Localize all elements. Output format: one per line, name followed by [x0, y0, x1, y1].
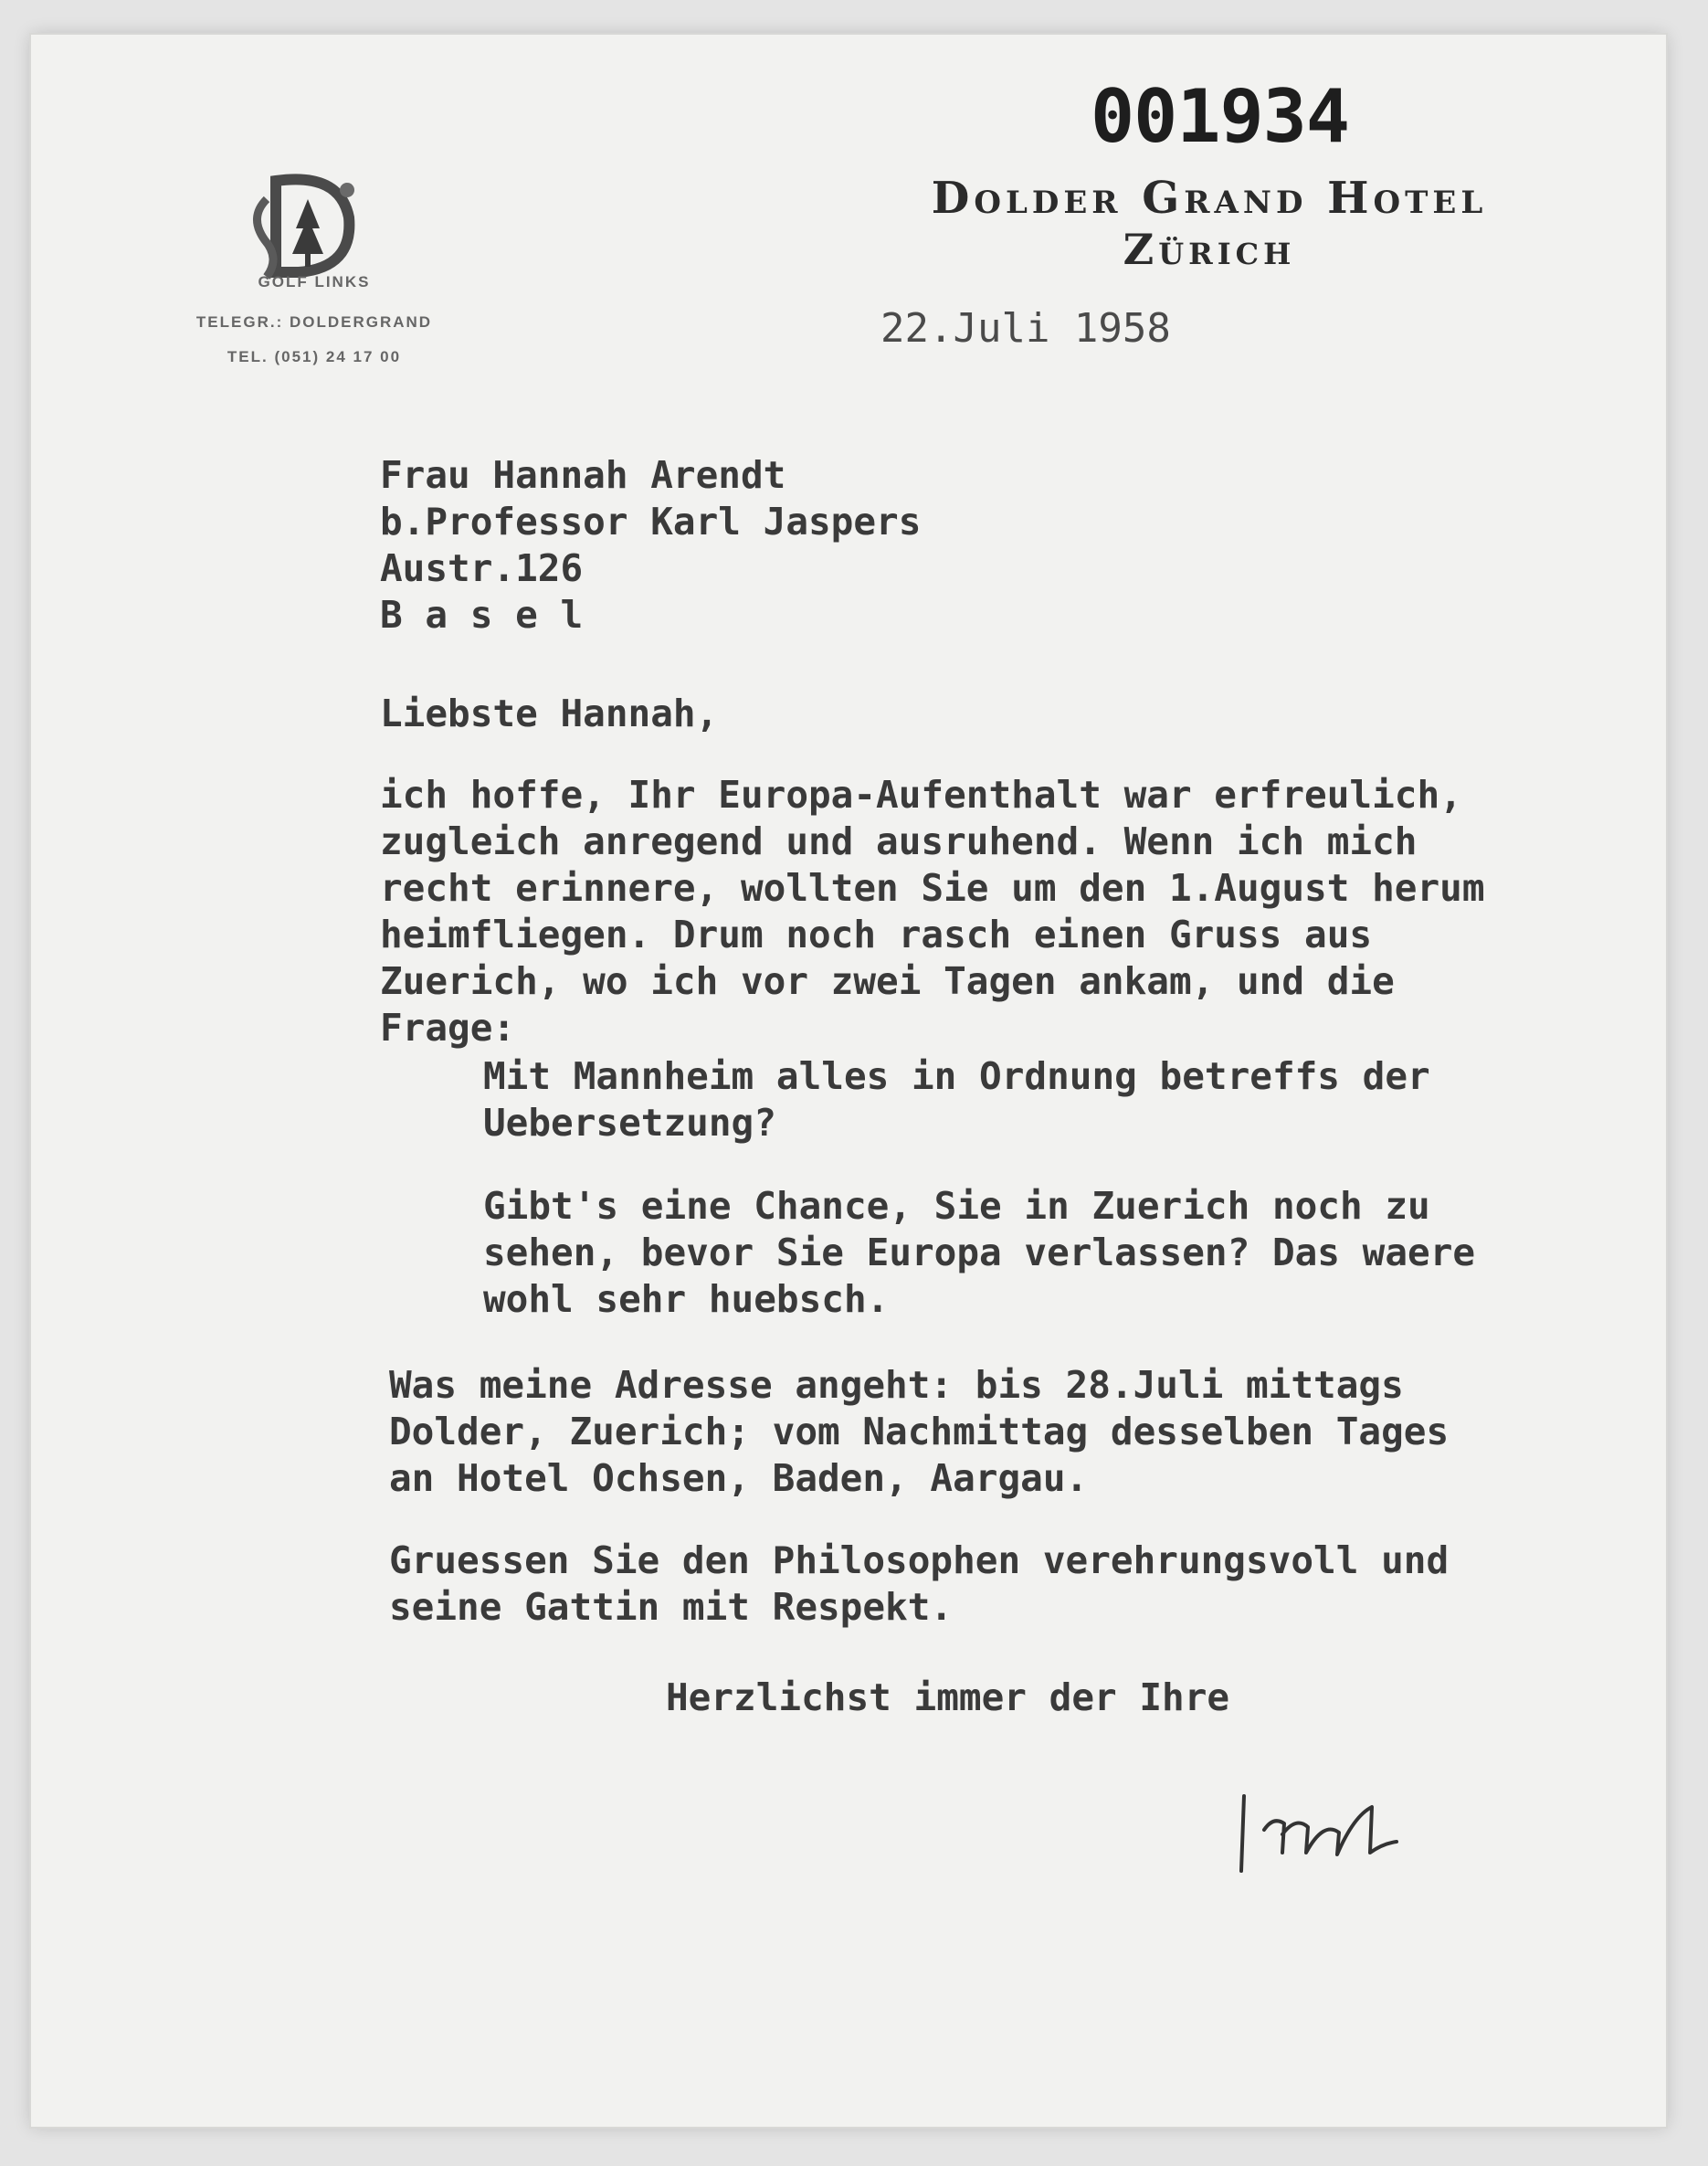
body-line: ich hoffe, Ihr Europa-Aufenthalt war erfreulich,	[380, 773, 1462, 817]
body-line: Gruessen Sie den Philosophen verehrungsvoll und	[389, 1538, 1450, 1582]
recipient-line: Austr.126	[380, 546, 584, 590]
closing: Herzlichst immer der Ihre	[666, 1675, 1230, 1719]
body-line: recht erinnere, wollten Sie um den 1.August herum	[380, 866, 1485, 910]
letterhead-city: Zürich	[1123, 225, 1296, 274]
body-line: seine Gattin mit Respekt.	[389, 1585, 954, 1629]
body-line: heimfliegen. Drum noch rasch einen Gruss aus	[380, 913, 1373, 956]
body-line: Zuerich, wo ich vor zwei Tagen ankam, und die	[380, 959, 1395, 1003]
body-line: Was meine Adresse angeht: bis 28.Juli mittags	[389, 1363, 1404, 1407]
salutation: Liebste Hannah,	[380, 692, 719, 735]
body-line: Frage:	[380, 1006, 516, 1050]
body-line: Dolder, Zuerich; vom Nachmittag desselben Tages	[389, 1410, 1450, 1453]
question-line: Uebersetzung?	[483, 1101, 776, 1145]
body-line: an Hotel Ochsen, Baden, Aargau.	[389, 1456, 1089, 1500]
handwritten-signature	[1237, 1780, 1419, 1880]
question-line: Gibt's eine Chance, Sie in Zuerich noch zu	[483, 1184, 1430, 1228]
letterhead-telephone: TEL. (051) 24 17 00	[227, 348, 402, 365]
recipient-line: b.Professor Karl Jaspers	[380, 500, 922, 544]
letterhead-hotel-name: Dolder Grand Hotel	[931, 173, 1488, 224]
question-line: wohl sehr huebsch.	[483, 1277, 890, 1321]
letter-date: 22.Juli 1958	[880, 305, 1171, 352]
letter-sheet	[31, 35, 1666, 2127]
recipient-line: B a s e l	[380, 593, 584, 637]
dolder-monogram-icon	[239, 163, 376, 291]
question-line: Mit Mannheim alles in Ordnung betreffs der	[483, 1054, 1430, 1098]
recipient-line: Frau Hannah Arendt	[380, 453, 786, 497]
body-line: zugleich anregend und ausruhend. Wenn ich mich	[380, 819, 1418, 863]
letterhead-golf-links: GOLF LINKS	[258, 273, 371, 291]
letterhead-telegram: TELEGR.: DOLDERGRAND	[195, 313, 433, 331]
archive-number: 001934	[1091, 74, 1349, 159]
question-line: sehen, bevor Sie Europa verlassen? Das waere	[483, 1231, 1476, 1274]
